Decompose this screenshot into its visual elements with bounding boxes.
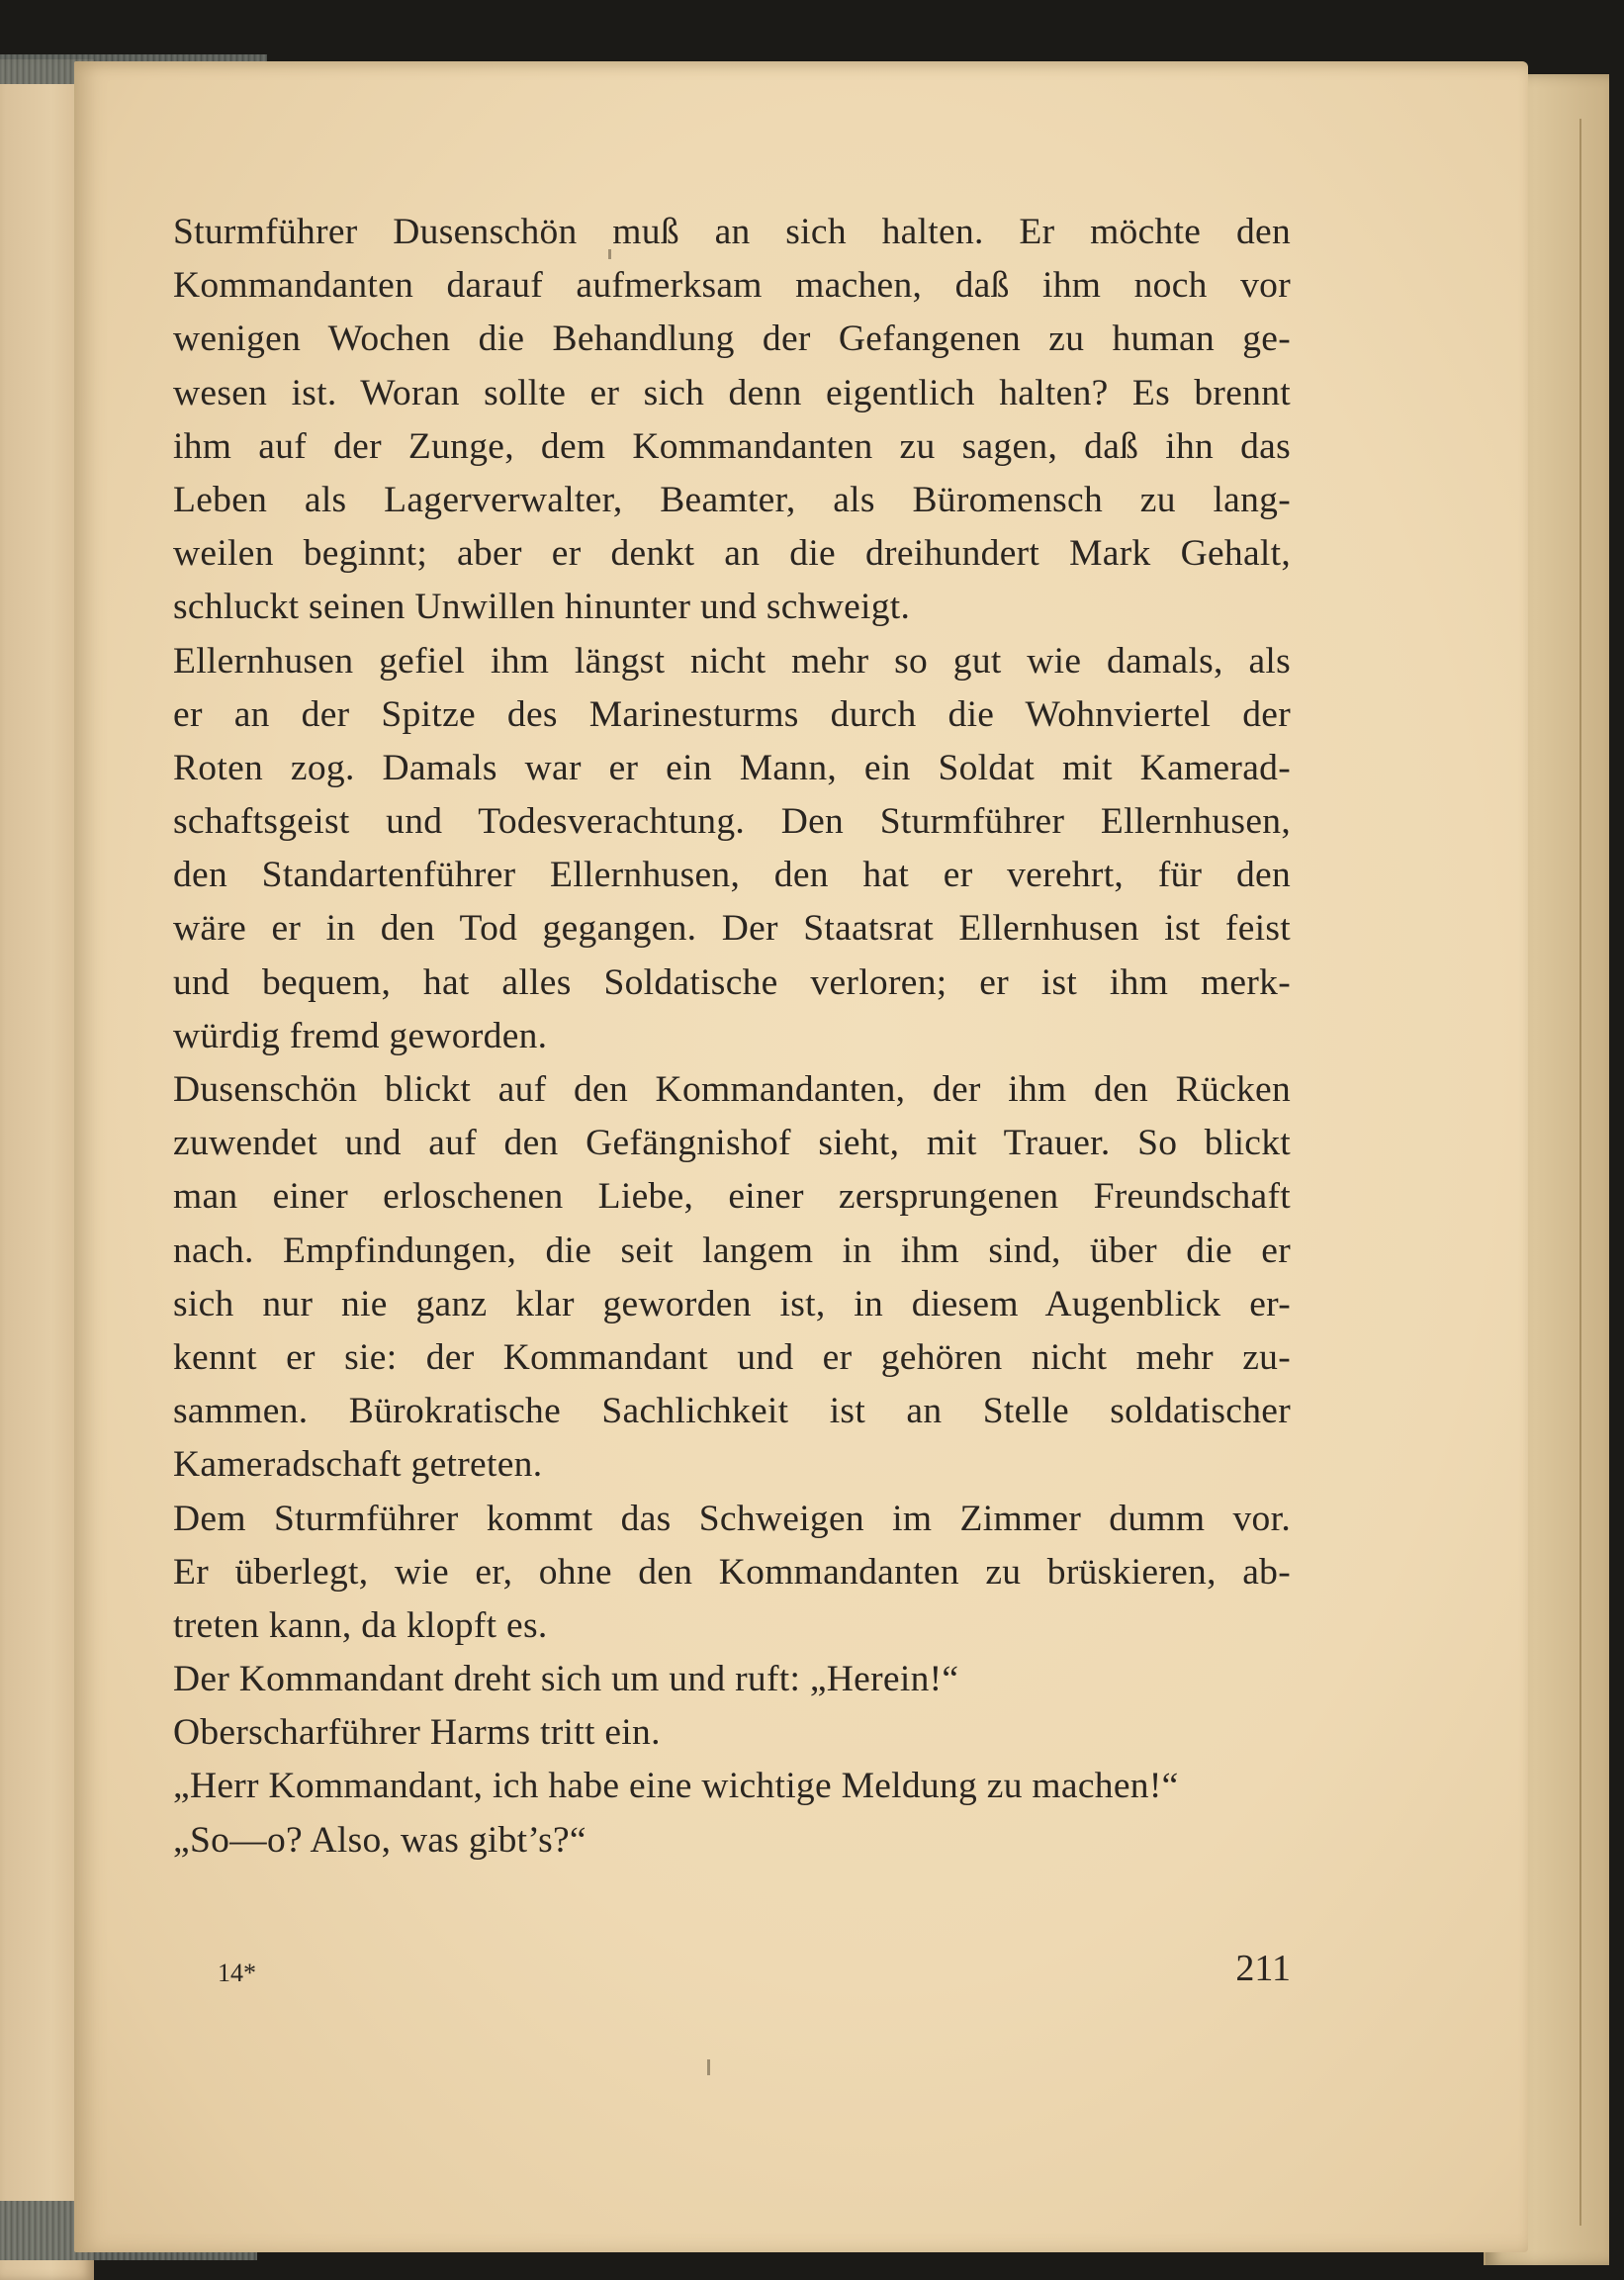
text-line: wesen ist. Woran sollte er sich denn eigentlich halten? Es brennt [173,372,1291,413]
text-line: Der Kommandant dreht sich um und ruft: „Herein!“ [173,1659,959,1700]
text-line: den Standartenführer Ellernhusen, den hat er verehrt, für den [173,855,1291,896]
text-line: zuwendet und auf den Gefängnishof sieht, mit Trauer. So blickt [173,1123,1291,1164]
text-line: Leben als Lagerverwalter, Beamter, als Büromensch zu lang- [173,479,1291,520]
paragraph [173,635,1291,1064]
text-line: Oberscharführer Harms tritt ein. [173,1712,661,1754]
signature-mark: 14* [218,1959,256,1987]
text-line: treten kann, da klopft es. [173,1604,548,1646]
text-line: Roten zog. Damals war er ein Mann, ein Soldat mit Kamerad- [173,747,1291,788]
paper-speck [707,2059,710,2075]
text-line: Kameradschaft getreten. [173,1444,543,1486]
text-line: „So—o? Also, was gibt’s?“ [173,1819,586,1861]
text-line: schluckt seinen Unwillen hinunter und schweigt. [173,587,911,628]
page-number: 211 [1235,1948,1291,1989]
text-line: Ellernhusen gefiel ihm längst nicht mehr so gut wie damals, als [173,640,1291,682]
paragraph [173,1760,1291,1813]
text-line: kennt er sie: der Kommandant und er gehören nicht mehr zu- [173,1336,1291,1378]
paragraph [173,1653,1291,1706]
text-line: Dusenschön blickt auf den Kommandanten, der ihm den Rücken [173,1069,1291,1110]
text-line: nach. Empfindungen, die seit langem in ihm sind, über die er [173,1230,1291,1271]
text-line: schaftsgeist und Todesverachtung. Den Sturmführer Ellernhusen, [173,801,1291,843]
text-line: er an der Spitze des Marinesturms durch die Wohnviertel der [173,693,1291,735]
text-line: „Herr Kommandant, ich habe eine wichtige Meldung zu machen!“ [173,1766,1179,1807]
text-line: Kommandanten darauf aufmerksam machen, daß ihm noch vor [173,265,1291,307]
text-line: Sturmführer Dusenschön muß an sich halten. Er möchte den [173,212,1291,252]
text-line: Er überlegt, wie er, ohne den Kommandanten zu brüskieren, ab- [173,1551,1291,1593]
text-line: und bequem, hat alles Soldatische verloren; er ist ihm merk- [173,961,1291,1003]
text-line: sich nur nie ganz klar geworden ist, in diesem Augenblick er- [173,1283,1291,1324]
paragraph [173,1063,1291,1493]
paragraph [173,206,1291,635]
paragraph [173,1706,1291,1760]
text-line: würdig fremd geworden. [173,1015,548,1056]
text-line: wenigen Wochen die Behandlung der Gefangenen zu human ge- [173,319,1291,360]
paragraph [173,1814,1291,1868]
text-line: man einer erloschenen Liebe, einer zersprungenen Freundschaft [173,1176,1291,1218]
text-line: wäre er in den Tod gegangen. Der Staatsrat Ellernhusen ist feist [173,908,1291,950]
text-line: ihm auf der Zunge, dem Kommandanten zu sagen, daß ihn das [173,425,1291,467]
text-line: Dem Sturmführer kommt das Schweigen im Zimmer dumm vor. [173,1498,1291,1539]
text-line: sammen. Bürokratische Sachlichkeit ist an Stelle soldatischer [173,1391,1291,1432]
page-footer [173,1937,1291,1989]
body-text [173,206,1291,1868]
text-line: weilen beginnt; aber er denkt an die dreihundert Mark Gehalt, [173,533,1291,575]
paragraph [173,1493,1291,1654]
